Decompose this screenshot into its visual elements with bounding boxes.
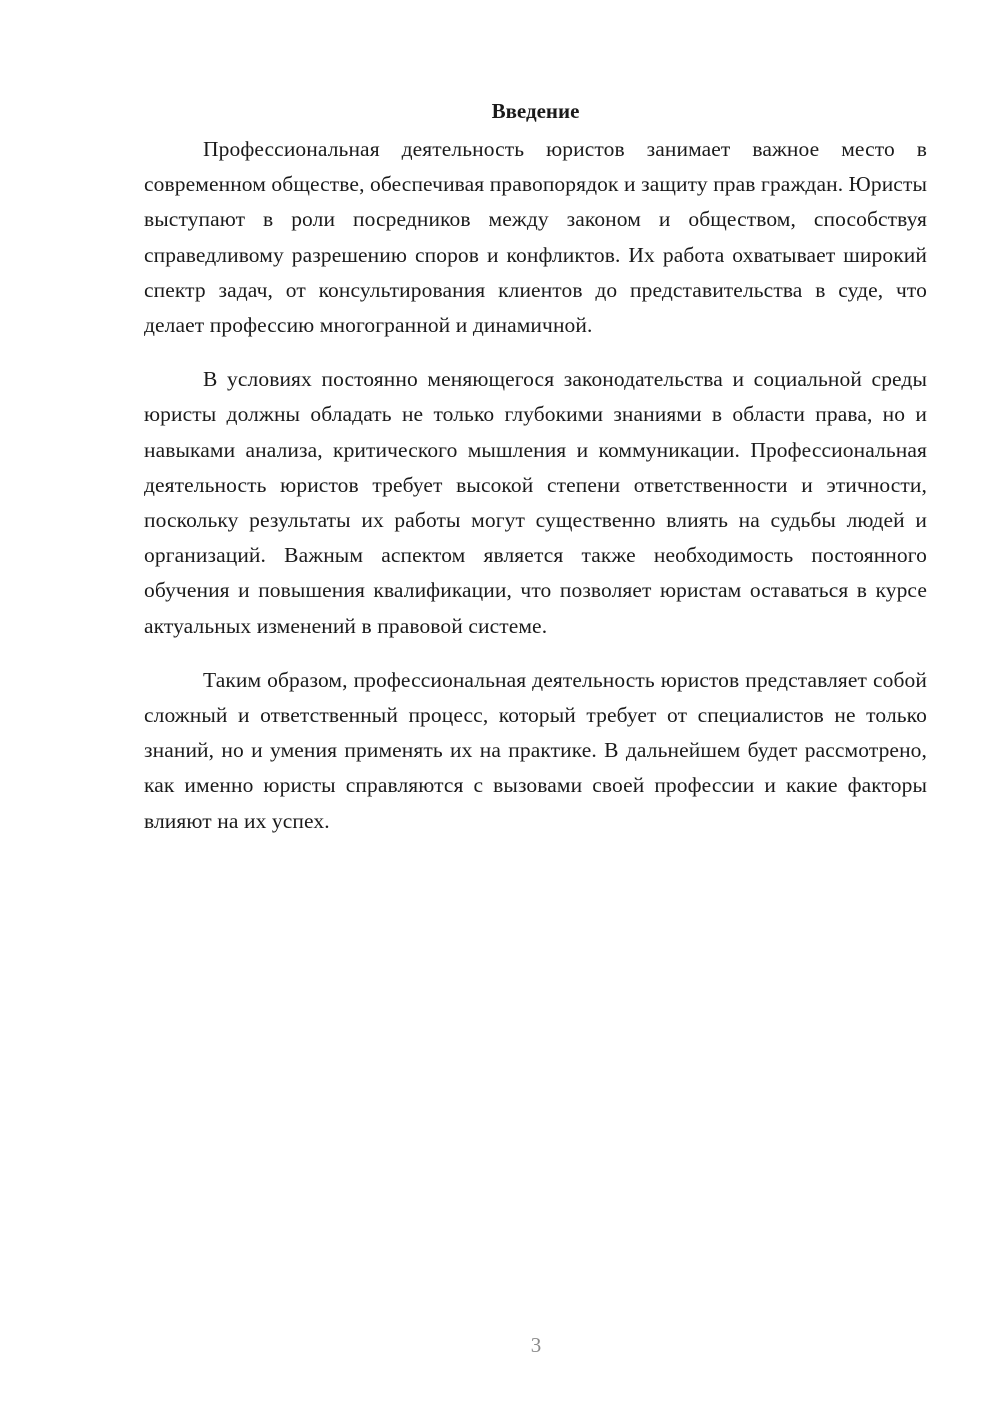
paragraph-1: Профессиональная деятельность юристов занимает важное место в современном обществе, обеспечивая правопорядок и защиту прав граждан. Юристы выступают в роли посредников между законом и обществом, способствуя справедливому разрешению споров и конфликтов. Их работа охватывает широкий спектр задач, от консультирования клиентов до представительства в суде, что делает профессию многогранной и динамичной. <box>144 137 927 338</box>
page-content <box>144 96 927 858</box>
paragraph-3: Таким образом, профессиональная деятельность юристов представляет собой сложный и ответственный процесс, который требует от специалистов не только знаний, но и умения применять их на практике. В дальнейшем будет рассмотрено, как именно юристы справляются с вызовами своей профессии и какие факторы влияют на их успех. <box>144 667 927 833</box>
page-number: 3 <box>530 1333 542 1357</box>
section-title: Введение <box>491 99 580 123</box>
paragraph-2: В условиях постоянно меняющегося законодательства и социальной среды юристы должны обладать не только глубокими знаниями в области права, но и навыками анализа, критического мышления и коммуникации. Профессиональная деятельность юристов требует высокой степени ответственности и этичности, поскольку результаты их работы могут существенно влиять на судьбы людей и организаций. Важным аспектом является также необходимость постоянного обучения и повышения квалификации, что позволяет юристам оставаться в курсе актуальных изменений в правовой системе. <box>144 367 927 638</box>
